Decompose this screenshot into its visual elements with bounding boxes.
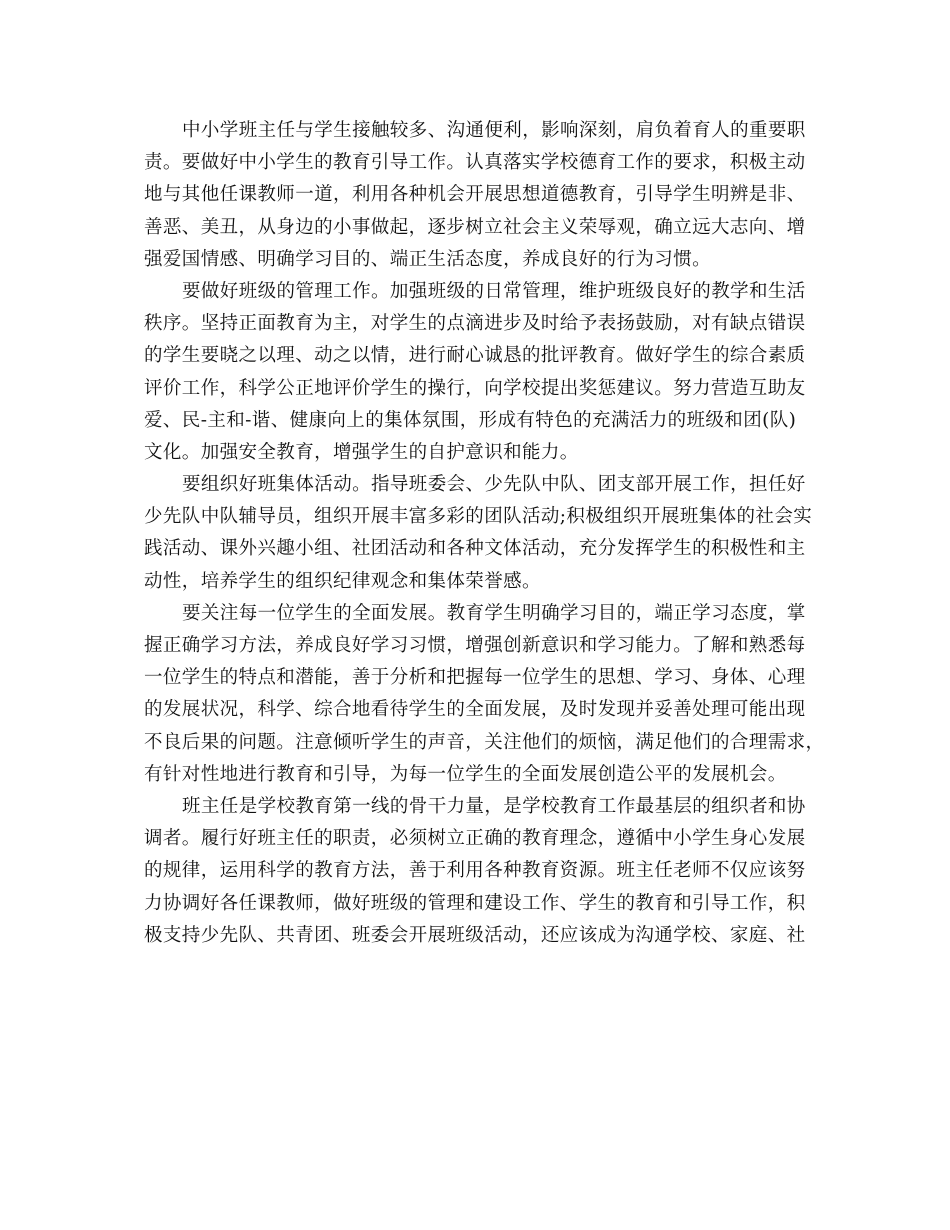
- text-line: 善恶、美丑，从身边的小事做起，逐步树立社会主义荣辱观，确立远大志向、增: [144, 216, 806, 238]
- text-line: 要组织好班集体活动。指导班委会、少先队中队、团支部开展工作，担任好: [182, 474, 806, 496]
- text-line: 文化。加强安全教育，增强学生的自护意识和能力。: [144, 441, 579, 463]
- text-line: 要做好班级的管理工作。加强班级的日常管理，维护班级良好的教学和生活: [182, 280, 806, 302]
- text-line: 力协调好各任课教师，做好班级的管理和建设工作、学生的教育和引导工作，积: [144, 892, 806, 914]
- document-body: [144, 115, 825, 952]
- text-line: 一位学生的特点和潜能，善于分析和把握每一位学生的思想、学习、身体、心理: [144, 667, 806, 689]
- text-line: 的发展状况，科学、综合地看待学生的全面发展，及时发现并妥善处理可能出现: [144, 699, 806, 721]
- text-line: 爱、民-主和-谐、健康向上的集体氛围，形成有特色的充满活力的班级和团(队): [144, 409, 797, 431]
- text-line: 班主任是学校教育第一线的骨干力量，是学校教育工作最基层的组织者和协: [182, 795, 806, 817]
- text-line: 动性，培养学生的组织纪律观念和集体荣誉感。: [144, 570, 541, 592]
- text-line: 评价工作，科学公正地评价学生的操行，向学校提出奖惩建议。努力营造互助友: [144, 377, 806, 399]
- paragraph-1: [144, 115, 806, 276]
- text-line: 有针对性地进行教育和引导，为每一位学生的全面发展创造公平的发展机会。: [144, 763, 787, 785]
- text-line: 握正确学习方法，养成良好学习习惯，增强创新意识和学习能力。了解和熟悉每: [144, 635, 806, 656]
- text-line: 地与其他任课教师一道，利用各种机会开展思想道德教育，引导学生明辨是非、: [144, 184, 806, 206]
- text-line: 践活动、课外兴趣小组、社团活动和各种文体活动，充分发挥学生的积极性和主: [144, 538, 806, 560]
- text-line: 秩序。坚持正面教育为主，对学生的点滴进步及时给予表扬鼓励，对有缺点错误: [144, 313, 806, 335]
- text-line: 极支持少先队、共青团、班委会开展班级活动，还应该成为沟通学校、家庭、社: [144, 924, 806, 946]
- text-line: 中小学班主任与学生接触较多、沟通便利，影响深刻，肩负着育人的重要职: [182, 120, 806, 141]
- text-line: 不良后果的问题。注意倾听学生的声音，关注他们的烦恼，满足他们的合理需求，: [144, 731, 825, 753]
- text-line: 要关注每一位学生的全面发展。教育学生明确学习目的，端正学习态度，掌: [182, 602, 806, 624]
- text-line: 调者。履行好班主任的职责，必须树立正确的教育理念，遵循中小学生身心发展: [144, 828, 806, 850]
- paragraph-2: [144, 276, 806, 469]
- paragraph-3: [144, 469, 813, 598]
- paragraph-4: [144, 598, 825, 791]
- text-line: 的学生要晓之以理、动之以情，进行耐心诚恳的批评教育。做好学生的综合素质: [144, 345, 806, 367]
- text-line: 强爱国情感、明确学习目的、端正生活态度，养成良好的行为习惯。: [144, 248, 712, 270]
- paragraph-5: [144, 791, 806, 952]
- text-line: 少先队中队辅导员，组织开展丰富多彩的团队活动;积极组织开展班集体的社会实: [144, 506, 813, 528]
- text-line: 的规律，运用科学的教育方法，善于利用各种教育资源。班主任老师不仅应该努: [144, 860, 806, 882]
- text-line: 责。要做好中小学生的教育引导工作。认真落实学校德育工作的要求，积极主动: [144, 152, 806, 174]
